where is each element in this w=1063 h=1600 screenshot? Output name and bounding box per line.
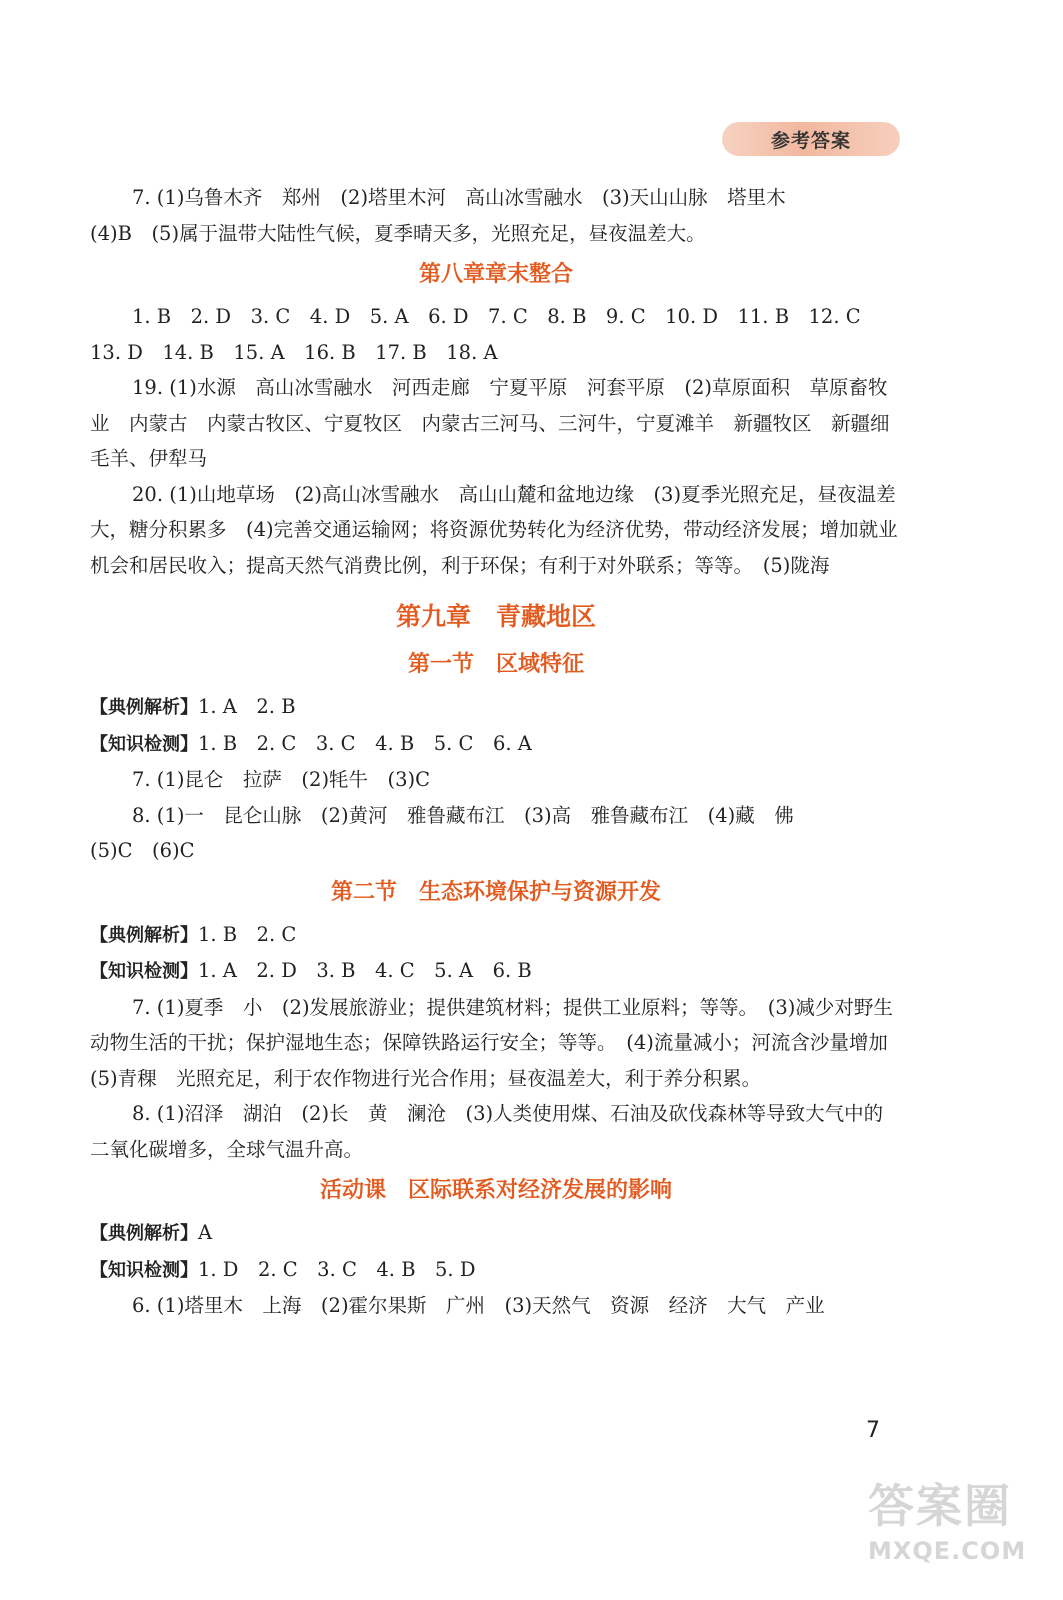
- answer-content: [90, 180, 908, 1324]
- check-tag: 【知识检测】: [90, 1259, 198, 1281]
- watermark-logo: [868, 1476, 1038, 1586]
- answer-q7-line1: 7. (1)乌鲁木齐 郑州 (2)塔里木河 高山冰雪融水 (3)天山山脉 塔里木: [132, 186, 786, 209]
- chapter8-q19: 19. (1)水源 高山冰雪融水 河西走廊 宁夏平原 河套平原 (2)草原面积 草原畜牧业 内蒙古 内蒙古牧区、宁夏牧区 内蒙古三河马、三河牛，宁夏滩羊 新疆牧区 新疆细毛羊、伊犁马: [90, 376, 890, 470]
- section1-q8-line1: 8. (1)一 昆仑山脉 (2)黄河 雅鲁藏布江 (3)高 雅鲁藏布江 (4)藏 佛: [132, 803, 794, 827]
- example-tag: 【典例解析】: [90, 1223, 198, 1244]
- example-tag: 【典例解析】: [90, 924, 198, 946]
- section1-example: [90, 689, 902, 726]
- check-tag: 【知识检测】: [90, 733, 198, 755]
- example-answers: 1. A 2. B: [198, 695, 296, 718]
- chapter8-mc-line2: 13. D 14. B 15. A 16. B 17. B 18. A: [90, 340, 498, 364]
- activity-title: 活动课 区际联系对经济发展的影响: [319, 1178, 672, 1203]
- section1-q8-line2: (5)C (6)C: [90, 839, 195, 862]
- page-number: 7: [866, 1418, 880, 1443]
- section2-example: [90, 917, 902, 954]
- example-answers: 1. B 2. C: [198, 922, 297, 946]
- section1-title: 第一节 区域特征: [407, 652, 584, 677]
- activity-example: [90, 1215, 902, 1252]
- watermark-site: MXQE.COM: [868, 1537, 1027, 1565]
- chapter9-title: 第九章 青藏地区: [395, 602, 596, 631]
- section2-title: 第二节 生态环境保护与资源开发: [330, 879, 661, 905]
- chapter8-q20: 20. (1)山地草场 (2)高山冰雪融水 高山山麓和盆地边缘 (3)夏季光照充足，昼夜温差大，糖分积累多 (4)完善交通运输网；将资源优势转化为经济优势，带动经济发展；增加就业机会和居民收入；提高天然气消费比例，利于环保；有利于对外联系；等等。 (5)陇海: [90, 482, 898, 577]
- section1-q7: 7. (1)昆仑 拉萨 (2)牦牛 (3)C: [132, 768, 431, 791]
- example-tag: 【典例解析】: [90, 697, 198, 718]
- section1-check: [90, 726, 902, 763]
- chapter8-summary-title: 第八章章末整合: [418, 262, 573, 287]
- watermark-logo-text: 答案圈: [868, 1479, 1012, 1533]
- answer-q7-line2: (4)B (5)属于温带大陆性气候，夏季晴天多，光照充足，昼夜温差大。: [90, 221, 706, 245]
- activity-q6: 6. (1)塔里木 上海 (2)霍尔果斯 广州 (3)天然气 资源 经济 大气 产业: [132, 1294, 825, 1317]
- check-answers: 1. A 2. D 3. B 4. C 5. A 6. B: [198, 959, 532, 982]
- example-answers: A: [198, 1221, 213, 1244]
- section2-q8: 8. (1)沼泽 湖泊 (2)长 黄 澜沧 (3)人类使用煤、石油及砍伐森林等导致大气中的二氧化碳增多，全球气温升高。: [90, 1102, 884, 1161]
- activity-check: [90, 1252, 902, 1289]
- chapter8-mc-line1: 1. B 2. D 3. C 4. D 5. A 6. D 7. C 8. B 9. C 10. D 11. B 12. C: [132, 305, 861, 328]
- section2-check: [90, 953, 902, 990]
- check-tag: 【知识检测】: [90, 961, 198, 982]
- answer-key-badge: 参考答案: [722, 122, 900, 156]
- section2-q7: 7. (1)夏季 小 (2)发展旅游业；提供建筑材料；提供工业原料；等等。 (3)减少对野生动物生活的干扰；保护湿地生态；保障铁路运行安全；等等。 (4)流量减小；河流含沙量增加 (5)青稞 光照充足，利于农作物进行光合作用；昼夜温差大，利于养分积累。: [90, 995, 908, 1090]
- check-answers: 1. B 2. C 3. C 4. B 5. C 6. A: [198, 731, 532, 755]
- check-answers: 1. D 2. C 3. C 4. B 5. D: [198, 1257, 476, 1281]
